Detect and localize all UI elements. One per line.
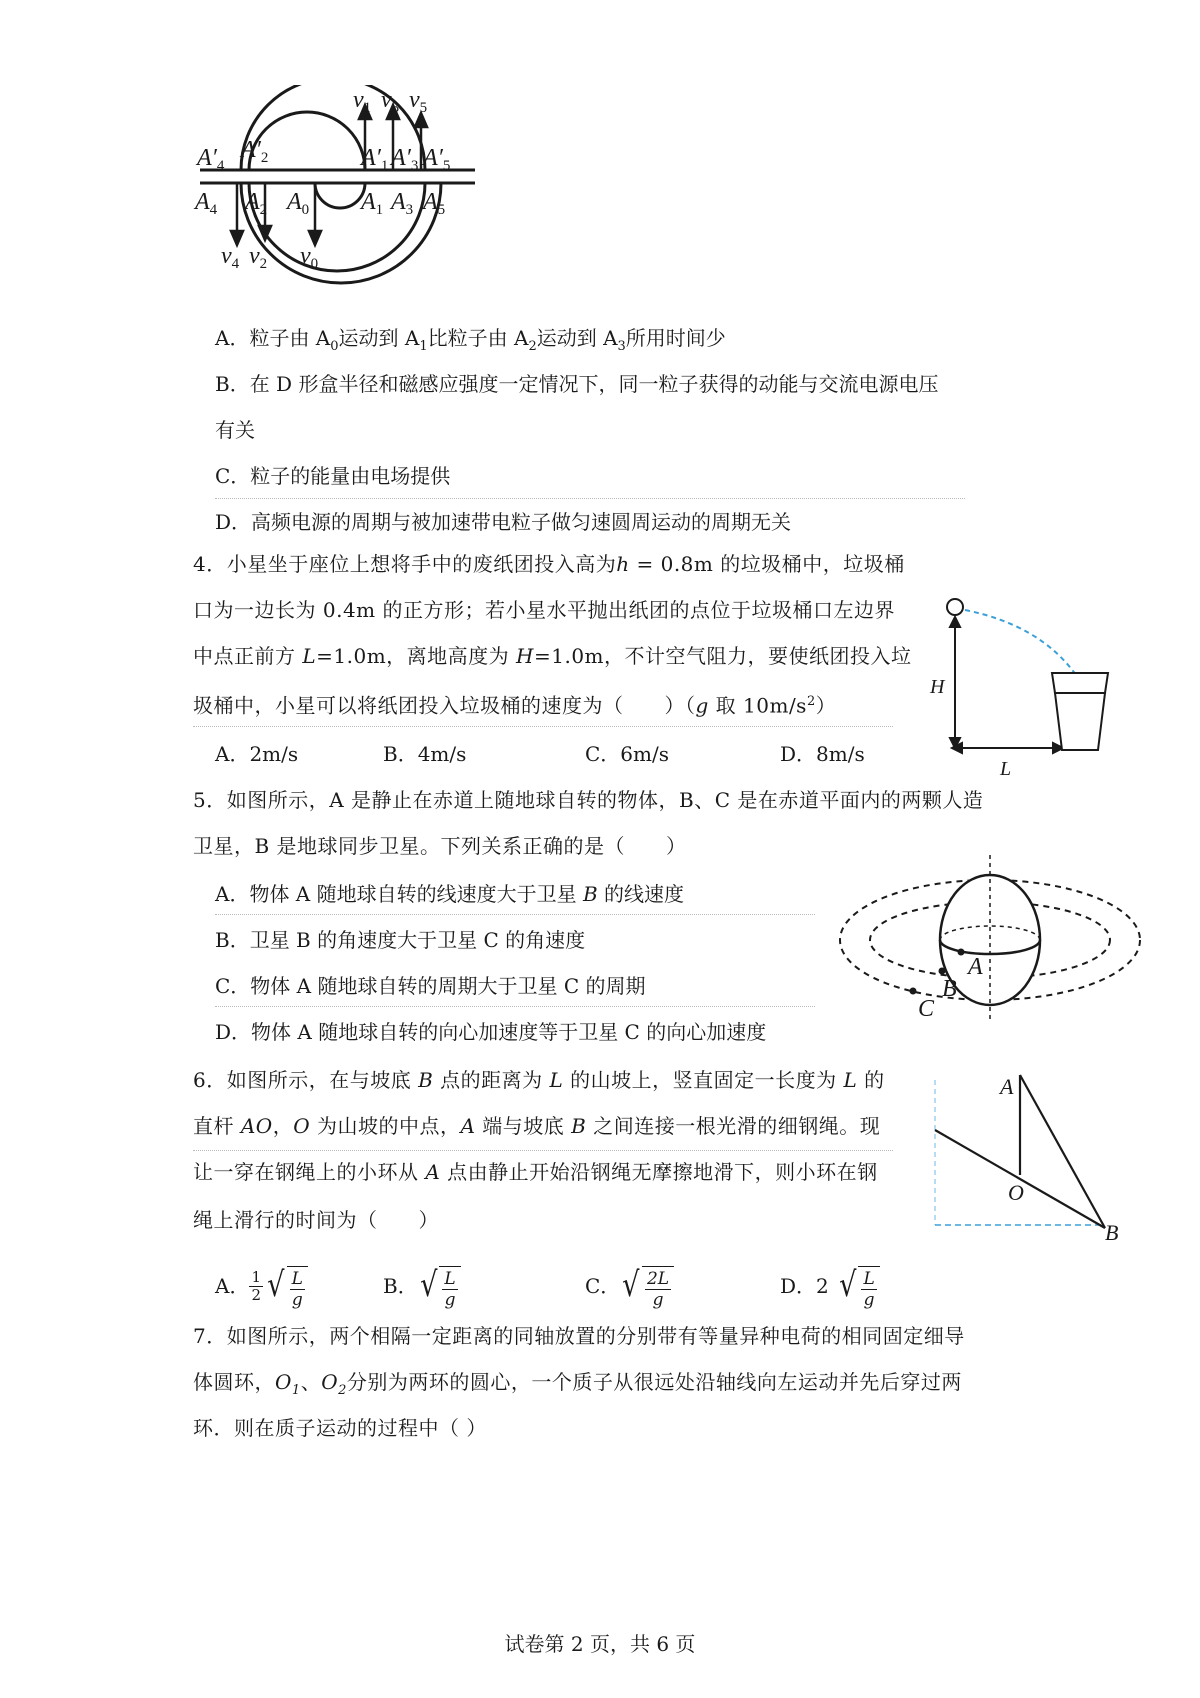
fig-label-H: H: [930, 676, 945, 698]
svg-text:A′5: [421, 145, 450, 174]
label-v2-sub: 2: [259, 256, 268, 272]
q5-line-1: 5．如图所示，A 是静止在赤道上随地球自转的物体，B、C 是在赤道平面内的两颗人造: [193, 788, 984, 812]
q3-a-text-2: 运动到 A: [338, 326, 420, 350]
q6-d-rad-den: g: [863, 1290, 875, 1310]
point-c: [910, 988, 917, 995]
q3-option-c: C．粒子的能量由电场提供: [215, 464, 451, 488]
q6-l1-text-3: 的山坡上，竖直固定一长度为: [563, 1068, 844, 1092]
divider: [193, 1150, 893, 1151]
label-v5-sub: 5: [419, 100, 428, 116]
svg-text:v5: [409, 87, 427, 116]
q6-b-label: B．: [383, 1274, 418, 1298]
q6-l1-B: B: [418, 1068, 434, 1092]
q5-a-B: B: [582, 882, 598, 906]
q6-l3-text: 让一穿在钢绳上的小环从: [193, 1160, 426, 1184]
label-v3: v: [381, 87, 392, 113]
q5-option-b: B．卫星 B 的角速度大于卫星 C 的角速度: [215, 928, 586, 952]
q6-l3-A: A: [425, 1160, 441, 1184]
q3-a-text-3: 比粒子由 A: [427, 326, 529, 350]
label-A3: A: [391, 189, 406, 215]
q4-l4-text-3: ）: [815, 693, 837, 718]
label-A5-sub: 5: [437, 202, 446, 218]
q4-l1-text-2: = 0.8m 的垃圾桶中，垃圾桶: [629, 552, 905, 576]
q6-a-rad-num: L: [291, 1269, 303, 1289]
q6-l2-text: 直杆: [193, 1114, 241, 1138]
svg-text:v1: [353, 87, 371, 116]
fig-label-A: A: [1000, 1074, 1014, 1099]
q7-line-1: 7．如图所示，两个相隔一定距离的同轴放置的分别带有等量异种电荷的相同固定细导: [193, 1324, 965, 1348]
label-v4-sub: 4: [231, 256, 240, 272]
label-v1: v: [353, 87, 364, 113]
label-A4p-sub: 4: [216, 158, 225, 174]
steel-wire: [1020, 1075, 1105, 1228]
earth-satellites-figure: [830, 850, 1150, 1025]
q7-line-2: [193, 1368, 962, 1405]
q6-d-label: D．2: [780, 1274, 829, 1298]
svg-text:v3: [381, 87, 399, 116]
q5-a-text-2: 的线速度: [597, 882, 685, 906]
q5-option-a: [215, 880, 684, 908]
q4-line-4: [193, 688, 836, 720]
q6-l1-text: 6．如图所示，在与坡底: [193, 1068, 419, 1092]
q6-line-4: 绳上滑行的时间为（ ）: [193, 1208, 439, 1232]
q4-line-1: [193, 550, 905, 578]
q6-b-rad-den: g: [444, 1290, 456, 1310]
label-A2: A: [245, 189, 260, 215]
svg-text:A′3: [389, 145, 418, 174]
svg-text:v0: [300, 243, 318, 272]
label-A3p-sub: 3: [410, 158, 419, 174]
label-A4: A: [195, 189, 210, 215]
label-A4p: A′: [197, 145, 217, 171]
q6-a-num: 1: [251, 1267, 261, 1286]
q7-l2-sep: 、: [300, 1370, 322, 1394]
q6-l1-text-4: 的: [857, 1068, 885, 1092]
label-A0-sub: 0: [301, 202, 310, 218]
label-A1: A: [361, 189, 376, 215]
q7-l2-O2: O: [321, 1370, 339, 1394]
q7-line-3: 环．则在质子运动的过程中（ ）: [193, 1416, 487, 1440]
q3-a-sub-2: 1: [419, 339, 428, 354]
label-A4-sub: 4: [209, 202, 218, 218]
label-A2p: A′: [241, 137, 261, 163]
svg-text:A1: [359, 189, 383, 218]
q3-a-text-1: A．粒子由 A: [215, 326, 331, 350]
page-footer: 试卷第 2 页，共 6 页: [504, 1632, 696, 1656]
q3-a-sub-1: 0: [330, 339, 339, 354]
q6-l3-text-2: 点由静止开始沿钢绳无摩擦地滑下，则小环在钢: [440, 1160, 878, 1184]
q4-option-b: B．4m/s: [383, 742, 467, 766]
trash-bin-icon: [1052, 673, 1108, 750]
label-v3-sub: 3: [391, 100, 400, 116]
label-v0: v: [300, 243, 311, 269]
q4-l3-H: H: [516, 644, 534, 668]
label-A1p-sub: 1: [380, 158, 389, 174]
q4-option-a: A．2m/s: [215, 742, 299, 766]
point-a: [958, 949, 965, 956]
q4-option-d: D．8m/s: [780, 742, 865, 766]
q4-option-c: C．6m/s: [585, 742, 669, 766]
trash-throw-figure: [880, 595, 1130, 790]
q4-l3-text-2: =1.0m，离地高度为: [316, 644, 517, 668]
trajectory-curve: [965, 610, 1076, 675]
q7-l2-text: 体圆环，: [193, 1370, 275, 1394]
paper-ball-icon: [947, 599, 963, 615]
divider: [215, 914, 815, 915]
q6-c-rad-den: g: [652, 1290, 664, 1310]
q6-l2-B: B: [571, 1114, 587, 1138]
q6-l2-A: A: [460, 1114, 476, 1138]
label-v5: v: [409, 87, 420, 113]
divider: [215, 498, 965, 499]
q7-l2-text-2: 分别为两环的圆心，一个质子从很远处沿轴线向左运动并先后穿过两: [346, 1370, 962, 1394]
q4-l4-g: g: [695, 693, 709, 718]
q5-a-text: A．物体 A 随地球自转的线速度大于卫星: [215, 882, 583, 906]
q7-l2-O1-sub: 1: [291, 1383, 301, 1398]
label-v4: v: [221, 243, 232, 269]
label-A5p-sub: 5: [442, 158, 451, 174]
svg-text:A0: [285, 189, 309, 218]
q3-a-text-4: 运动到 A: [536, 326, 618, 350]
q6-l2-text-2: ，: [272, 1114, 294, 1138]
q6-c-rad-num: 2L: [646, 1269, 670, 1289]
q6-a-rad-den: g: [291, 1290, 303, 1310]
q3-a-sub-4: 3: [617, 339, 626, 354]
q6-line-2: [193, 1112, 880, 1140]
q6-option-d: D．2 √ $\frac{L}{g}$: [780, 1262, 880, 1310]
q6-l2-O: O: [293, 1114, 311, 1138]
q6-a-den: 2: [251, 1285, 261, 1304]
label-A3p: A′: [391, 145, 411, 171]
q4-l3-text: 中点正前方: [193, 644, 303, 668]
q6-option-a: A． $\frac{1}{2}$ √ $\frac{L}{g}$: [215, 1262, 308, 1310]
svg-text:A2: [243, 189, 267, 218]
slope-rod-figure: [895, 1060, 1135, 1250]
fig-label-B: B: [942, 976, 957, 1002]
svg-text:A3: [389, 189, 413, 218]
fig-label-A: A: [968, 954, 983, 980]
label-A2p-sub: 2: [260, 150, 269, 166]
q5-line-2: 卫星，B 是地球同步卫星。下列关系正确的是（ ）: [193, 834, 687, 858]
q5-option-c: C．物体 A 随地球自转的周期大于卫星 C 的周期: [215, 974, 646, 998]
q5-option-d: D．物体 A 随地球自转的向心加速度等于卫星 C 的向心加速度: [215, 1020, 767, 1044]
q3-option-b-line1: B．在 D 形盒半径和磁感应强度一定情况下，同一粒子获得的动能与交流电源电压: [215, 372, 939, 396]
q6-l1-L2: L: [843, 1068, 858, 1092]
fig-label-O: O: [1008, 1180, 1024, 1205]
q3-option-b-line2: 有关: [215, 418, 255, 442]
q4-l4-text: 圾桶中，小星可以将纸团投入垃圾桶的速度为（ ）（: [193, 693, 696, 718]
q6-option-b: B． √ $\frac{L}{g}$: [383, 1262, 461, 1310]
svg-text:A′1: [359, 145, 388, 174]
label-A5: A: [423, 189, 438, 215]
fig-label-B: B: [1105, 1220, 1119, 1245]
q6-line-3: [193, 1158, 878, 1186]
fig-label-C: C: [918, 996, 935, 1022]
label-A0: A: [287, 189, 302, 215]
q4-line-2: 口为一边长为 0.4m 的正方形；若小星水平抛出纸团的点位于垃圾桶口左边界: [193, 598, 895, 622]
q4-l4-text-2: 取 10m/s: [708, 693, 807, 718]
q3-option-d: D．高频电源的周期与被加速带电粒子做匀速圆周运动的周期无关: [215, 510, 792, 534]
label-A1-sub: 1: [375, 202, 384, 218]
divider: [215, 1006, 815, 1007]
q6-d-rad-num: L: [863, 1269, 875, 1289]
q4-line-3: [193, 642, 912, 670]
q6-l1-text-2: 点的距离为: [433, 1068, 550, 1092]
q6-line-1: [193, 1066, 885, 1094]
q4-l3-L: L: [302, 644, 317, 668]
q6-b-rad-num: L: [444, 1269, 456, 1289]
label-v1-sub: 1: [363, 100, 372, 116]
q4-l1-h: h: [616, 552, 630, 576]
divider: [193, 726, 893, 727]
svg-text:A′2: [239, 137, 268, 166]
q4-l1-text: 4．小星坐于座位上想将手中的废纸团投入高为: [193, 552, 617, 576]
q7-l2-O1: O: [275, 1370, 292, 1394]
label-v0-sub: 0: [310, 256, 319, 272]
q4-l4-sup: 2: [806, 694, 816, 709]
label-v2: v: [249, 243, 260, 269]
q6-option-c: C． √ $\frac{2L}{g}$: [585, 1262, 674, 1310]
label-A1p: A′: [361, 145, 381, 171]
q4-l3-text-3: =1.0m，不计空气阻力，要使纸团投入垃: [533, 644, 912, 668]
q6-c-label: C．: [585, 1274, 621, 1298]
label-A2-sub: 2: [259, 202, 268, 218]
svg-text:A′4: [195, 145, 225, 174]
q6-l2-AO: AO: [240, 1114, 273, 1138]
cyclotron-figure: [185, 85, 495, 290]
svg-text:A4: [193, 189, 218, 218]
fig-label-L: L: [1000, 758, 1012, 780]
label-A5p: A′: [423, 145, 443, 171]
q6-l2-text-3: 为山坡的中点，: [310, 1114, 461, 1138]
point-b: [939, 968, 946, 975]
label-A3-sub: 3: [405, 202, 414, 218]
q3-option-a: [215, 324, 726, 361]
q7-l2-O2-sub: 2: [338, 1383, 347, 1398]
q3-a-sub-3: 2: [528, 339, 537, 354]
q6-l2-text-4: 端与坡底: [475, 1114, 572, 1138]
q6-l1-L: L: [549, 1068, 564, 1092]
q3-a-text-5: 所用时间少: [625, 326, 726, 350]
q6-l2-text-5: 之间连接一根光滑的细钢绳。现: [586, 1114, 881, 1138]
q6-a-label: A．: [215, 1274, 250, 1298]
